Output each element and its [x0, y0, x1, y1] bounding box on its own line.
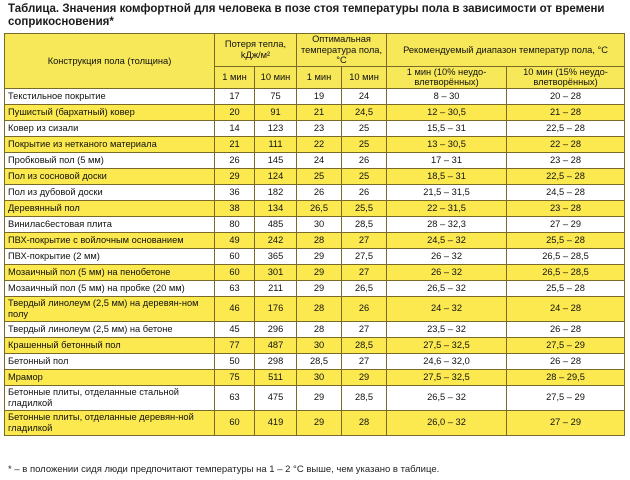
value-cell: 111 — [255, 136, 297, 152]
value-cell: 26 — [215, 152, 255, 168]
construction-name-cell: Пол из сосновой доски — [5, 168, 215, 184]
header-optimal: Оптимальная температура пола, °С — [297, 34, 387, 67]
value-cell: 27,5 — [342, 248, 387, 264]
value-cell: 15,5 – 31 — [387, 120, 507, 136]
value-cell: 24 — [297, 152, 342, 168]
value-cell: 28,5 — [342, 385, 387, 410]
table-row — [5, 216, 625, 232]
value-cell: 21 — [215, 136, 255, 152]
table-row — [5, 200, 625, 216]
value-cell: 46 — [215, 296, 255, 321]
value-cell: 24 – 32 — [387, 296, 507, 321]
value-cell: 22 – 28 — [507, 136, 625, 152]
table-body — [5, 88, 625, 435]
value-cell: 27 – 29 — [507, 410, 625, 435]
table-row — [5, 280, 625, 296]
value-cell: 124 — [255, 168, 297, 184]
value-cell: 77 — [215, 337, 255, 353]
value-cell: 19 — [297, 88, 342, 104]
value-cell: 24,5 — [342, 104, 387, 120]
value-cell: 22 — [297, 136, 342, 152]
value-cell: 18,5 – 31 — [387, 168, 507, 184]
construction-name-cell: Мозаичный пол (5 мм) на пробке (20 мм) — [5, 280, 215, 296]
value-cell: 301 — [255, 264, 297, 280]
value-cell: 25,5 – 28 — [507, 232, 625, 248]
value-cell: 38 — [215, 200, 255, 216]
value-cell: 60 — [215, 410, 255, 435]
value-cell: 28,5 — [297, 353, 342, 369]
construction-name-cell: Крашенный бетонный пол — [5, 337, 215, 353]
header-recommended: Рекомендуемый диапазон температур пола, °С — [387, 34, 625, 67]
value-cell: 298 — [255, 353, 297, 369]
table-row — [5, 321, 625, 337]
value-cell: 60 — [215, 248, 255, 264]
value-cell: 13 – 30,5 — [387, 136, 507, 152]
sub-header: 10 мин — [255, 66, 297, 88]
value-cell: 29 — [297, 264, 342, 280]
header-heat-loss: Потеря тепла, kДж/м² — [215, 34, 297, 67]
construction-name-cell: Бетонные плиты, отделанные стальной гладилкой — [5, 385, 215, 410]
value-cell: 26 – 32 — [387, 264, 507, 280]
floor-temperature-table — [4, 33, 625, 436]
table-row — [5, 88, 625, 104]
value-cell: 26,5 – 32 — [387, 280, 507, 296]
value-cell: 26,5 — [342, 280, 387, 296]
construction-name-cell: ПВХ-покрытие (2 мм) — [5, 248, 215, 264]
value-cell: 22,5 – 28 — [507, 120, 625, 136]
table-row — [5, 385, 625, 410]
table-row — [5, 353, 625, 369]
table-row — [5, 168, 625, 184]
value-cell: 23 – 28 — [507, 152, 625, 168]
value-cell: 14 — [215, 120, 255, 136]
value-cell: 24,6 – 32,0 — [387, 353, 507, 369]
value-cell: 30 — [297, 337, 342, 353]
value-cell: 24,5 – 32 — [387, 232, 507, 248]
sub-header: 10 мин (15% неудо-влетворённых) — [507, 66, 625, 88]
value-cell: 365 — [255, 248, 297, 264]
value-cell: 24 — [342, 88, 387, 104]
value-cell: 29 — [342, 369, 387, 385]
value-cell: 123 — [255, 120, 297, 136]
value-cell: 26 — [342, 296, 387, 321]
value-cell: 91 — [255, 104, 297, 120]
value-cell: 27,5 – 32,5 — [387, 337, 507, 353]
value-cell: 21 — [297, 104, 342, 120]
value-cell: 45 — [215, 321, 255, 337]
value-cell: 17 – 31 — [387, 152, 507, 168]
value-cell: 27 — [342, 353, 387, 369]
value-cell: 60 — [215, 264, 255, 280]
table-row — [5, 369, 625, 385]
value-cell: 145 — [255, 152, 297, 168]
value-cell: 242 — [255, 232, 297, 248]
value-cell: 26 — [342, 152, 387, 168]
value-cell: 24,5 – 28 — [507, 184, 625, 200]
table-row — [5, 248, 625, 264]
value-cell: 26,5 – 28,5 — [507, 248, 625, 264]
value-cell: 75 — [215, 369, 255, 385]
value-cell: 21 – 28 — [507, 104, 625, 120]
header-construction: Конструкция пола (толщина) — [5, 34, 215, 89]
sub-header: 1 мин — [215, 66, 255, 88]
sub-header: 1 мин — [297, 66, 342, 88]
value-cell: 28 — [297, 232, 342, 248]
construction-name-cell: Твердый линолеум (2,5 мм) на деревян-ном полу — [5, 296, 215, 321]
value-cell: 25 — [342, 168, 387, 184]
value-cell: 12 – 30,5 — [387, 104, 507, 120]
value-cell: 75 — [255, 88, 297, 104]
value-cell: 27,5 – 29 — [507, 337, 625, 353]
value-cell: 26,5 – 28,5 — [507, 264, 625, 280]
construction-name-cell: Пол из дубовой доски — [5, 184, 215, 200]
value-cell: 485 — [255, 216, 297, 232]
value-cell: 27,5 – 29 — [507, 385, 625, 410]
construction-name-cell: Ковер из сизали — [5, 120, 215, 136]
construction-name-cell: Бетонные плиты, отделанные деревян-ной гладилкой — [5, 410, 215, 435]
value-cell: 28,5 — [342, 337, 387, 353]
value-cell: 23,5 – 32 — [387, 321, 507, 337]
table-row — [5, 152, 625, 168]
table-title: Таблица. Значения комфортной для человека в позе стоя температуры пола в зависимости от времени соприкосновения* — [8, 3, 605, 28]
value-cell: 20 — [215, 104, 255, 120]
construction-name-cell: Винилас6естовая плита — [5, 216, 215, 232]
value-cell: 511 — [255, 369, 297, 385]
sub-header: 1 мин (10% неудо-влетворённых) — [387, 66, 507, 88]
value-cell: 26,0 – 32 — [387, 410, 507, 435]
construction-name-cell: Мозаичный пол (5 мм) на пенобетоне — [5, 264, 215, 280]
value-cell: 23 – 28 — [507, 200, 625, 216]
value-cell: 27 — [342, 232, 387, 248]
value-cell: 211 — [255, 280, 297, 296]
construction-name-cell: Мрамор — [5, 369, 215, 385]
value-cell: 29 — [215, 168, 255, 184]
value-cell: 26 — [297, 184, 342, 200]
value-cell: 176 — [255, 296, 297, 321]
table-row — [5, 410, 625, 435]
construction-name-cell: Деревянный пол — [5, 200, 215, 216]
value-cell: 25,5 — [342, 200, 387, 216]
value-cell: 26 – 28 — [507, 353, 625, 369]
construction-name-cell: Покрытие из нетканого материала — [5, 136, 215, 152]
value-cell: 49 — [215, 232, 255, 248]
value-cell: 134 — [255, 200, 297, 216]
value-cell: 20 – 28 — [507, 88, 625, 104]
table-row — [5, 337, 625, 353]
footnote: * – в положении сидя люди предпочитают температуры на 1 – 2 °С выше, чем указано в таблице. — [8, 464, 440, 475]
value-cell: 26,5 – 32 — [387, 385, 507, 410]
table-row — [5, 120, 625, 136]
construction-name-cell: Твердый линолеум (2,5 мм) на бетоне — [5, 321, 215, 337]
table-row — [5, 184, 625, 200]
value-cell: 26,5 — [297, 200, 342, 216]
construction-name-cell: Бетонный пол — [5, 353, 215, 369]
value-cell: 27 — [342, 321, 387, 337]
value-cell: 21,5 – 31,5 — [387, 184, 507, 200]
table-row — [5, 232, 625, 248]
header-row-main — [5, 34, 625, 67]
value-cell: 28 — [297, 296, 342, 321]
value-cell: 24 – 28 — [507, 296, 625, 321]
value-cell: 30 — [297, 369, 342, 385]
table-row — [5, 136, 625, 152]
construction-name-cell: Пушистый (бархатный) ковер — [5, 104, 215, 120]
value-cell: 28 — [342, 410, 387, 435]
value-cell: 28 — [297, 321, 342, 337]
value-cell: 28 – 29,5 — [507, 369, 625, 385]
value-cell: 26 – 32 — [387, 248, 507, 264]
value-cell: 29 — [297, 385, 342, 410]
value-cell: 25,5 – 28 — [507, 280, 625, 296]
value-cell: 26 — [342, 184, 387, 200]
value-cell: 475 — [255, 385, 297, 410]
value-cell: 22 – 31,5 — [387, 200, 507, 216]
value-cell: 28 – 32,3 — [387, 216, 507, 232]
value-cell: 29 — [297, 248, 342, 264]
value-cell: 27 – 29 — [507, 216, 625, 232]
value-cell: 28,5 — [342, 216, 387, 232]
value-cell: 487 — [255, 337, 297, 353]
value-cell: 29 — [297, 280, 342, 296]
value-cell: 25 — [297, 168, 342, 184]
table-row — [5, 296, 625, 321]
value-cell: 27,5 – 32,5 — [387, 369, 507, 385]
value-cell: 50 — [215, 353, 255, 369]
sub-header: 10 мин — [342, 66, 387, 88]
value-cell: 26 – 28 — [507, 321, 625, 337]
value-cell: 63 — [215, 385, 255, 410]
value-cell: 182 — [255, 184, 297, 200]
value-cell: 30 — [297, 216, 342, 232]
value-cell: 8 – 30 — [387, 88, 507, 104]
value-cell: 27 — [342, 264, 387, 280]
construction-name-cell: Пробковый пол (5 мм) — [5, 152, 215, 168]
value-cell: 419 — [255, 410, 297, 435]
value-cell: 36 — [215, 184, 255, 200]
value-cell: 29 — [297, 410, 342, 435]
value-cell: 22,5 – 28 — [507, 168, 625, 184]
value-cell: 23 — [297, 120, 342, 136]
value-cell: 80 — [215, 216, 255, 232]
table-row — [5, 104, 625, 120]
value-cell: 296 — [255, 321, 297, 337]
table-row — [5, 264, 625, 280]
value-cell: 25 — [342, 120, 387, 136]
construction-name-cell: ПВХ-покрытие с войлочным основанием — [5, 232, 215, 248]
value-cell: 17 — [215, 88, 255, 104]
value-cell: 63 — [215, 280, 255, 296]
construction-name-cell: Текстильное покрытие — [5, 88, 215, 104]
value-cell: 25 — [342, 136, 387, 152]
